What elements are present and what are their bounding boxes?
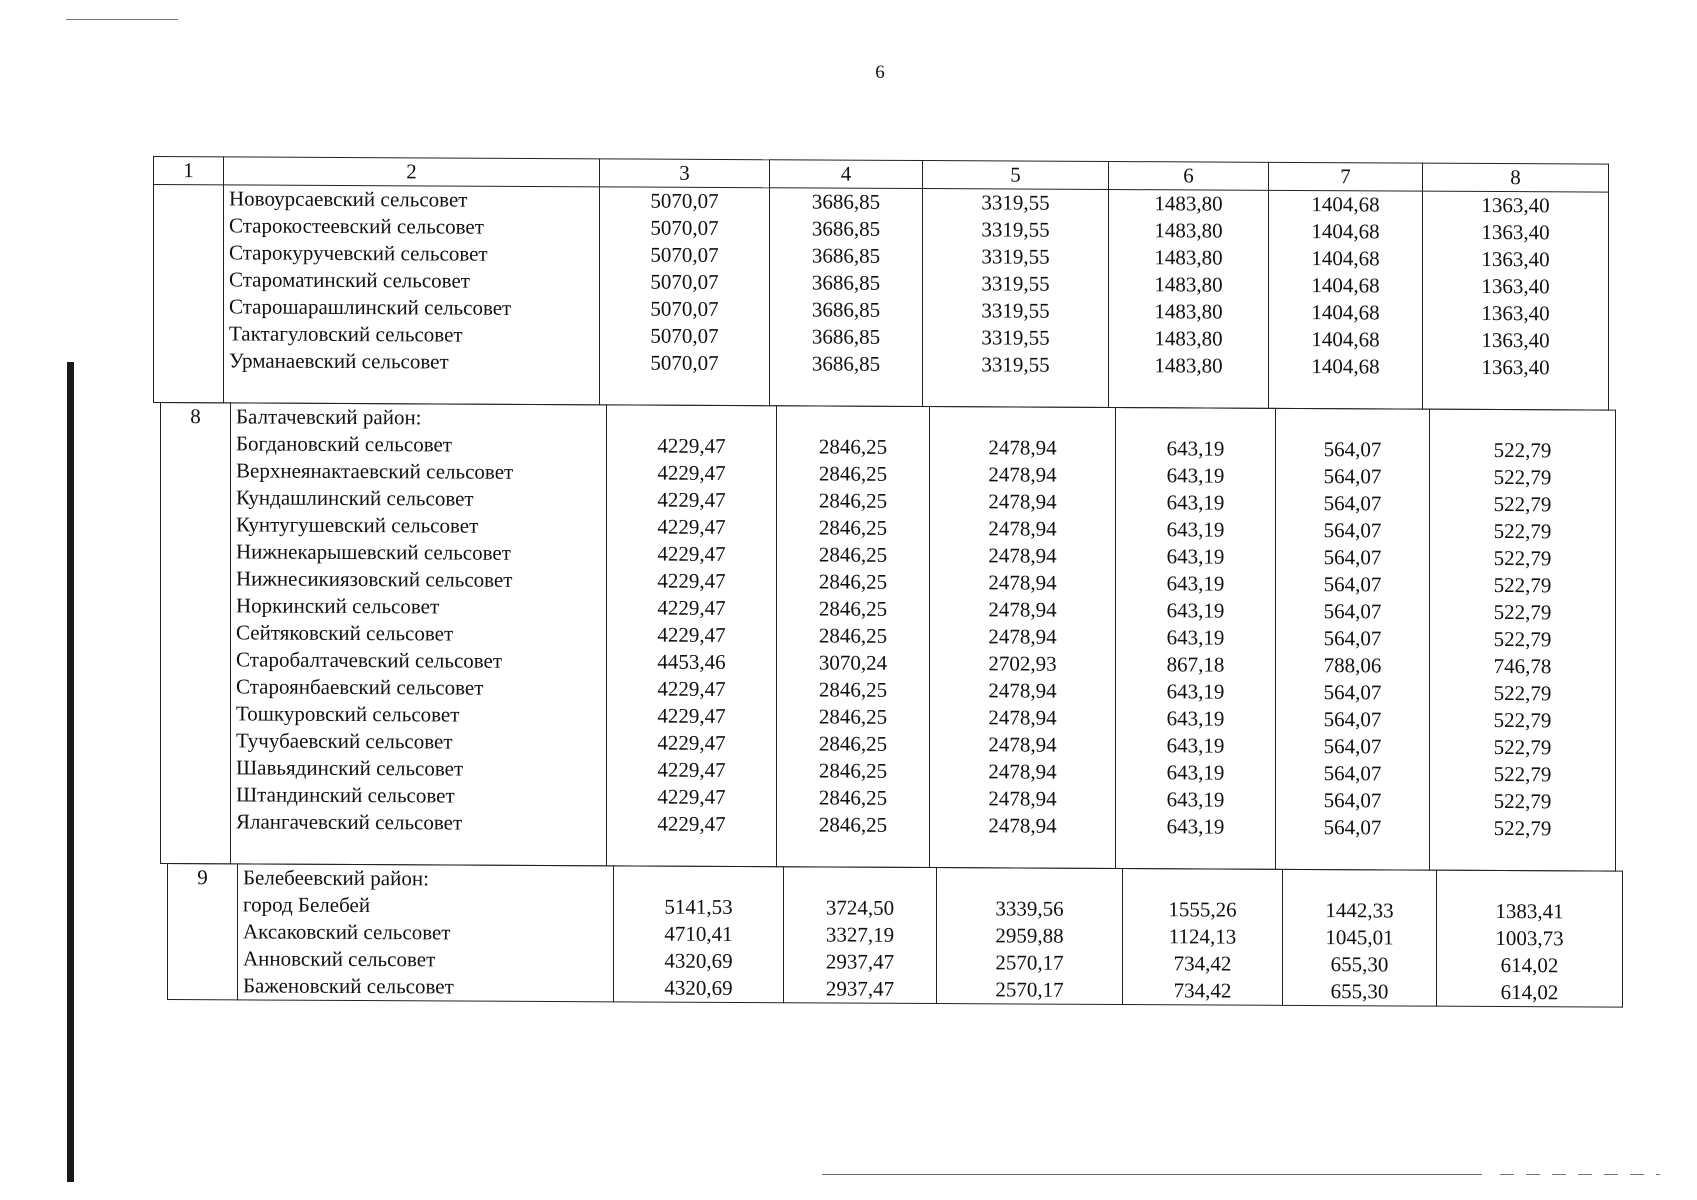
group-spacer bbox=[930, 839, 1115, 868]
tariff-value: 2478,94 bbox=[988, 786, 1057, 811]
tariff-value: 564,07 bbox=[1323, 572, 1382, 597]
tariff-value: 522,79 bbox=[1493, 518, 1552, 544]
district-title: Балтачевский район: bbox=[236, 404, 422, 430]
value-cell-col7 bbox=[1276, 408, 1430, 870]
settlement-name: Тактагуловский сельсовет bbox=[229, 321, 463, 347]
settlement-name: Кунтугушевский сельсовет bbox=[236, 512, 479, 538]
district-number-cell: 8 bbox=[161, 403, 231, 864]
blank-line bbox=[1276, 409, 1429, 437]
value-cell-col3 bbox=[607, 405, 777, 867]
tariff-value: 1363,40 bbox=[1481, 300, 1550, 326]
tariff-value: 643,19 bbox=[1166, 598, 1225, 623]
tariff-value: 4229,47 bbox=[657, 568, 726, 593]
tariff-value: 564,07 bbox=[1323, 545, 1382, 570]
tariff-value: 1442,33 bbox=[1325, 898, 1394, 923]
tariff-table-block-1 bbox=[153, 156, 1609, 411]
tariff-value: 3724,50 bbox=[825, 895, 895, 920]
tariff-value: 655,30 bbox=[1330, 979, 1389, 1004]
tariff-value: 2846,25 bbox=[818, 515, 888, 540]
tariff-value: 2846,25 bbox=[818, 596, 888, 621]
tariff-value: 4229,47 bbox=[657, 541, 726, 566]
tariff-value: 3686,85 bbox=[811, 351, 881, 376]
tariff-value: 3319,55 bbox=[981, 298, 1050, 323]
settlement-name: Сейтяковский сельсовет bbox=[236, 620, 454, 646]
settlement-name: Старобалтачевский сельсовет bbox=[236, 647, 503, 673]
header-cell: 5 bbox=[923, 161, 1109, 190]
tariff-value: 4229,47 bbox=[657, 487, 726, 512]
settlement-name: Анновский сельсовет bbox=[243, 946, 436, 972]
tariff-value: 522,79 bbox=[1493, 788, 1552, 814]
tariff-value: 3327,19 bbox=[825, 922, 895, 947]
tariff-value: 643,19 bbox=[1166, 490, 1225, 515]
tariff-value: 4453,46 bbox=[657, 649, 726, 674]
tariff-value: 1045,01 bbox=[1325, 925, 1394, 950]
blank-line bbox=[1116, 408, 1275, 436]
tariff-value: 1404,68 bbox=[1311, 354, 1380, 379]
tariff-value: 564,07 bbox=[1323, 464, 1382, 489]
tariff-value: 4229,47 bbox=[657, 595, 726, 620]
tariff-value: 2570,17 bbox=[995, 950, 1064, 975]
settlement-name: Аксаковский сельсовет bbox=[243, 919, 451, 945]
value-cell-col5 bbox=[930, 407, 1116, 869]
blank-line bbox=[930, 407, 1115, 435]
tariff-value: 4229,47 bbox=[657, 703, 726, 728]
tariff-value: 2478,94 bbox=[988, 678, 1057, 703]
tariff-value: 867,18 bbox=[1166, 652, 1225, 677]
group-spacer bbox=[770, 377, 922, 406]
tariff-value: 2846,25 bbox=[818, 785, 888, 810]
tariff-value: 643,19 bbox=[1166, 760, 1225, 785]
tariff-value: 2570,17 bbox=[995, 977, 1064, 1002]
tariff-value: 564,07 bbox=[1323, 626, 1382, 651]
tariff-value: 3319,55 bbox=[981, 217, 1050, 242]
settlement-name: Тучубаевский сельсовет bbox=[236, 728, 453, 754]
tariff-value: 1404,68 bbox=[1311, 327, 1380, 352]
tariff-value: 2478,94 bbox=[988, 705, 1057, 730]
value-cell-col7 bbox=[1283, 869, 1437, 1006]
tariff-value: 522,79 bbox=[1493, 761, 1552, 787]
page-number: 6 bbox=[875, 62, 885, 83]
tariff-value: 1363,40 bbox=[1481, 246, 1550, 272]
tariff-value: 3319,55 bbox=[981, 271, 1050, 296]
value-cell-col5 bbox=[937, 868, 1123, 1005]
tariff-table-block-2 bbox=[160, 402, 1616, 872]
district-group-row bbox=[168, 864, 1623, 1008]
tariff-value: 1404,68 bbox=[1311, 246, 1380, 271]
group-spacer bbox=[607, 837, 776, 866]
tariff-table-block-3 bbox=[167, 863, 1623, 1008]
tariff-value: 564,07 bbox=[1323, 788, 1382, 813]
settlement-name: Кундашлинский сельсовет bbox=[236, 485, 474, 511]
tariff-value: 2478,94 bbox=[988, 462, 1057, 487]
group-spacer bbox=[1276, 841, 1429, 870]
tariff-value: 2478,94 bbox=[988, 624, 1057, 649]
tariff-value: 3686,85 bbox=[811, 270, 881, 295]
tariff-value: 1363,40 bbox=[1481, 273, 1550, 299]
tariff-value: 5070,07 bbox=[650, 323, 719, 348]
value-cell-col3 bbox=[600, 187, 770, 406]
header-cell: 1 bbox=[154, 157, 224, 185]
tariff-value: 734,42 bbox=[1173, 978, 1232, 1003]
tariff-value: 1555,26 bbox=[1168, 897, 1237, 922]
value-cell-col8 bbox=[1437, 870, 1623, 1007]
value-cell-col6 bbox=[1123, 869, 1283, 1006]
tariff-value: 564,07 bbox=[1323, 491, 1382, 516]
tariff-value: 522,79 bbox=[1493, 437, 1552, 463]
tariff-value: 2702,93 bbox=[988, 651, 1057, 676]
tariff-value: 2846,25 bbox=[818, 677, 888, 702]
district-number-cell bbox=[154, 185, 224, 403]
tariff-value: 522,79 bbox=[1493, 626, 1552, 652]
tariff-value: 2478,94 bbox=[988, 759, 1057, 784]
tariff-value: 522,79 bbox=[1493, 572, 1552, 598]
tariff-value: 522,79 bbox=[1493, 545, 1552, 571]
tariff-value: 1363,40 bbox=[1481, 219, 1550, 245]
tariff-value: 614,02 bbox=[1500, 952, 1559, 978]
blank-line bbox=[784, 867, 936, 895]
tariff-value: 1363,40 bbox=[1481, 192, 1550, 218]
tariff-value: 2846,25 bbox=[818, 731, 888, 756]
tariff-value: 5070,07 bbox=[650, 242, 719, 267]
tariff-value: 564,07 bbox=[1323, 437, 1382, 462]
tariff-value: 5070,07 bbox=[650, 296, 719, 321]
tariff-value: 2846,25 bbox=[818, 758, 888, 783]
tariff-value: 1383,41 bbox=[1495, 898, 1564, 924]
value-cell-col4 bbox=[770, 188, 923, 407]
tariff-value: 746,78 bbox=[1493, 653, 1552, 679]
tariff-value: 2846,25 bbox=[818, 623, 888, 648]
blank-line bbox=[1283, 870, 1436, 898]
settlement-name: Верхнеянактаевский сельсовет bbox=[236, 458, 514, 484]
tariff-value: 522,79 bbox=[1493, 491, 1552, 517]
blank-line bbox=[937, 868, 1122, 896]
settlement-name: город Белебей bbox=[243, 892, 371, 918]
tariff-value: 2478,94 bbox=[988, 435, 1057, 460]
settlement-name: Ялангачевский сельсовет bbox=[236, 809, 463, 835]
settlement-name: Старокостеевский сельсовет bbox=[229, 213, 484, 239]
tariff-value: 4229,47 bbox=[657, 676, 726, 701]
tariff-value: 522,79 bbox=[1493, 734, 1552, 760]
value-cell-col4 bbox=[784, 867, 937, 1004]
value-cell-col8 bbox=[1423, 191, 1609, 410]
group-spacer bbox=[1430, 842, 1615, 871]
tariff-value: 643,19 bbox=[1166, 787, 1225, 812]
tariff-value: 614,02 bbox=[1500, 979, 1559, 1005]
tariff-value: 522,79 bbox=[1493, 707, 1552, 733]
tariff-value: 2846,25 bbox=[818, 461, 888, 486]
settlement-name: Нижнесикиязовский сельсовет bbox=[236, 566, 513, 592]
group-spacer bbox=[777, 838, 929, 867]
tariff-value: 4229,47 bbox=[657, 433, 726, 458]
header-cell: 7 bbox=[1269, 162, 1423, 191]
tariff-value: 2846,25 bbox=[818, 434, 888, 459]
tariff-value: 734,42 bbox=[1173, 951, 1232, 976]
value-cell-col5 bbox=[923, 189, 1109, 408]
header-cell: 4 bbox=[770, 160, 923, 189]
district-group-row bbox=[161, 403, 1616, 872]
tariff-value: 643,19 bbox=[1166, 544, 1225, 569]
tariff-value: 564,07 bbox=[1323, 734, 1382, 759]
tariff-value: 564,07 bbox=[1323, 680, 1382, 705]
tariff-value: 2478,94 bbox=[988, 570, 1057, 595]
tariff-value: 4229,47 bbox=[657, 784, 726, 809]
tariff-value: 3339,56 bbox=[995, 896, 1064, 921]
tariff-value: 3686,85 bbox=[811, 324, 881, 349]
tariff-value: 2846,25 bbox=[818, 704, 888, 729]
tariff-value: 522,79 bbox=[1493, 680, 1552, 706]
tariff-value: 3686,85 bbox=[811, 297, 881, 322]
tariff-value: 4710,41 bbox=[664, 921, 733, 946]
settlement-name: Урманаевский сельсовет bbox=[229, 348, 449, 374]
tariff-value: 3319,55 bbox=[981, 190, 1050, 215]
group-spacer bbox=[229, 374, 599, 404]
tariff-value: 2959,88 bbox=[995, 923, 1064, 948]
tariff-value: 522,79 bbox=[1493, 599, 1552, 625]
blank-line bbox=[607, 405, 776, 433]
header-cell: 2 bbox=[224, 157, 600, 187]
group-spacer bbox=[600, 376, 769, 405]
settlement-names-cell bbox=[224, 185, 600, 405]
settlement-names-cell bbox=[238, 864, 614, 1002]
tariff-value: 1124,13 bbox=[1168, 924, 1237, 949]
tariff-value: 4229,47 bbox=[657, 730, 726, 755]
tariff-value: 4320,69 bbox=[664, 948, 733, 973]
tariff-value: 3319,55 bbox=[981, 325, 1050, 350]
tariff-value: 788,06 bbox=[1323, 653, 1382, 678]
tariff-value: 564,07 bbox=[1323, 518, 1382, 543]
group-spacer bbox=[236, 835, 606, 865]
tariff-value: 2478,94 bbox=[988, 543, 1057, 568]
blank-line bbox=[614, 866, 783, 894]
scan-artifact-line bbox=[822, 1174, 1482, 1175]
tariff-value: 1404,68 bbox=[1311, 300, 1380, 325]
settlement-name: Старокуручевский сельсовет bbox=[229, 240, 488, 266]
group-spacer bbox=[1423, 381, 1608, 410]
settlement-name: Тошкуровский сельсовет bbox=[236, 701, 460, 727]
header-cell: 6 bbox=[1109, 162, 1269, 191]
scan-artifact-line bbox=[1500, 1174, 1660, 1175]
district-number-cell: 9 bbox=[168, 864, 238, 1000]
tariff-value: 3319,55 bbox=[981, 352, 1050, 377]
tariff-value: 643,19 bbox=[1166, 814, 1225, 839]
tariff-value: 643,19 bbox=[1166, 571, 1225, 596]
header-cell: 3 bbox=[600, 159, 770, 188]
tariff-value: 564,07 bbox=[1323, 761, 1382, 786]
tariff-value: 4229,47 bbox=[657, 460, 726, 485]
settlement-name: Старошарашлинский сельсовет bbox=[229, 294, 512, 320]
tariff-value: 2846,25 bbox=[818, 569, 888, 594]
tariff-value: 643,19 bbox=[1166, 436, 1225, 461]
tariff-value: 643,19 bbox=[1166, 463, 1225, 488]
value-cell-col6 bbox=[1109, 190, 1269, 409]
tariff-value: 3319,55 bbox=[981, 244, 1050, 269]
tariff-value: 2937,47 bbox=[825, 949, 895, 974]
settlement-names-cell bbox=[231, 403, 607, 866]
district-title: Белебеевский район: bbox=[243, 865, 429, 891]
tariff-value: 564,07 bbox=[1323, 707, 1382, 732]
tariff-value: 5070,07 bbox=[650, 269, 719, 294]
district-group-row bbox=[154, 185, 1609, 411]
tariff-value: 2478,94 bbox=[988, 489, 1057, 514]
tariff-value: 3686,85 bbox=[811, 216, 881, 241]
tariff-value: 1483,80 bbox=[1154, 191, 1223, 216]
tariff-value: 1483,80 bbox=[1154, 353, 1223, 378]
tariff-value: 4229,47 bbox=[657, 811, 726, 836]
tariff-value: 1483,80 bbox=[1154, 245, 1223, 270]
tariff-value: 655,30 bbox=[1330, 952, 1389, 977]
tariff-value: 5141,53 bbox=[664, 894, 733, 919]
blank-line bbox=[1123, 869, 1282, 897]
tariff-value: 1363,40 bbox=[1481, 327, 1550, 353]
settlement-name: Баженовский сельсовет bbox=[243, 973, 454, 999]
scan-artifact-left-edge bbox=[67, 362, 74, 1182]
tariff-value: 522,79 bbox=[1493, 815, 1552, 841]
tariff-value: 643,19 bbox=[1166, 733, 1225, 758]
group-spacer bbox=[1269, 380, 1422, 409]
tariff-value: 1404,68 bbox=[1311, 192, 1380, 217]
tariff-value: 4229,47 bbox=[657, 514, 726, 539]
tariff-value: 4229,47 bbox=[657, 757, 726, 782]
tariff-value: 2937,47 bbox=[825, 976, 895, 1001]
value-cell-col8 bbox=[1430, 409, 1616, 871]
group-spacer bbox=[1116, 840, 1275, 869]
tariff-value: 2846,25 bbox=[818, 812, 888, 837]
settlement-name: Штандинский сельсовет bbox=[236, 782, 455, 808]
settlement-name: Шавьядинский сельсовет bbox=[236, 755, 464, 781]
tariff-value: 4229,47 bbox=[657, 622, 726, 647]
scan-artifact-line bbox=[66, 19, 178, 20]
tariff-value: 564,07 bbox=[1323, 599, 1382, 624]
value-cell-col3 bbox=[614, 866, 784, 1003]
tariff-value: 643,19 bbox=[1166, 625, 1225, 650]
tariff-value: 1003,73 bbox=[1495, 925, 1564, 951]
tariff-value: 1404,68 bbox=[1311, 273, 1380, 298]
tariff-value: 643,19 bbox=[1166, 517, 1225, 542]
tariff-value: 1483,80 bbox=[1154, 272, 1223, 297]
blank-line bbox=[1430, 410, 1615, 438]
tariff-value: 1404,68 bbox=[1311, 219, 1380, 244]
tariff-value: 3686,85 bbox=[811, 189, 881, 214]
tariff-value: 2478,94 bbox=[988, 813, 1057, 838]
tariff-value: 1483,80 bbox=[1154, 326, 1223, 351]
settlement-name: Староянбаевский сельсовет bbox=[236, 674, 484, 700]
tariff-value: 3070,24 bbox=[818, 650, 888, 675]
tariff-value: 1483,80 bbox=[1154, 218, 1223, 243]
tariff-value: 5070,07 bbox=[650, 350, 719, 375]
blank-line bbox=[1437, 871, 1622, 899]
tariff-value: 1363,40 bbox=[1481, 354, 1550, 380]
header-cell: 8 bbox=[1423, 163, 1609, 192]
tariff-value: 5070,07 bbox=[650, 215, 719, 240]
tariff-value: 1483,80 bbox=[1154, 299, 1223, 324]
settlement-name: Норкинский сельсовет bbox=[236, 593, 440, 619]
tariff-value: 5070,07 bbox=[650, 188, 719, 213]
tariff-value: 643,19 bbox=[1166, 706, 1225, 731]
settlement-name: Богдановский сельсовет bbox=[236, 431, 452, 457]
group-spacer bbox=[1109, 379, 1268, 408]
tariff-value: 643,19 bbox=[1166, 679, 1225, 704]
tariff-value: 2478,94 bbox=[988, 516, 1057, 541]
tariff-value: 522,79 bbox=[1493, 464, 1552, 490]
blank-line bbox=[777, 406, 929, 434]
tariff-value: 2846,25 bbox=[818, 542, 888, 567]
tariff-value: 4320,69 bbox=[664, 975, 733, 1000]
settlement-name: Нижнекарышевский сельсовет bbox=[236, 539, 511, 565]
settlement-name: Староматинский сельсовет bbox=[229, 267, 470, 293]
tariff-value: 3686,85 bbox=[811, 243, 881, 268]
tariff-value: 2478,94 bbox=[988, 597, 1057, 622]
value-cell-col6 bbox=[1116, 408, 1276, 870]
tariff-value: 564,07 bbox=[1323, 815, 1382, 840]
value-cell-col7 bbox=[1269, 190, 1423, 409]
group-spacer bbox=[923, 378, 1108, 407]
settlement-name: Новоурсаевский сельсовет bbox=[229, 186, 468, 212]
tariff-value: 2846,25 bbox=[818, 488, 888, 513]
tariff-value: 2478,94 bbox=[988, 732, 1057, 757]
value-cell-col4 bbox=[777, 406, 930, 868]
